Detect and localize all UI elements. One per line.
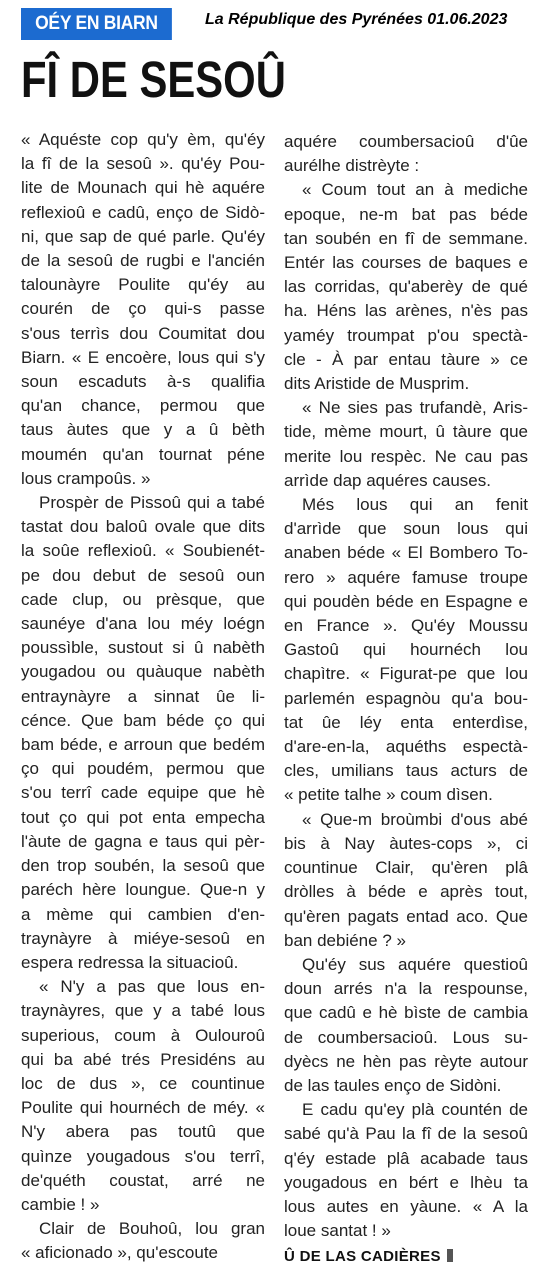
article-line: pe dou debut de sesoû oun xyxy=(21,565,265,585)
author-name: Û DE LAS CADIÈRES xyxy=(284,1248,441,1266)
article-line: loue santat ! » xyxy=(284,1221,391,1241)
article-line: reflexioû e cadû, enço de Sidò- xyxy=(21,202,265,222)
article-line: de las taules enço de Sidòni. xyxy=(284,1075,502,1095)
article-line: lous autes en yàune. « A la xyxy=(284,1196,528,1216)
article-line: traynàyres, que y a tabé lous xyxy=(21,1001,265,1021)
article-line: la soûe reflexioû. « Soubienét- xyxy=(21,541,265,561)
article-line: Poulite qui hournéch de méy. « xyxy=(21,1098,265,1118)
article-line: de la sesoû de rugbi e l'ancién xyxy=(21,251,265,271)
article-line: d'arrìde que soun lous qui xyxy=(284,519,528,539)
article-line: loc de dus », ce countinue xyxy=(21,1073,265,1093)
article-line: que cadû e hè bìste de cambia xyxy=(284,1003,528,1023)
article-paragraph xyxy=(284,493,528,808)
article-line: Biarn. « E encoère, lous qui s'y xyxy=(21,347,265,367)
article-line: ban debiéne ? » xyxy=(284,930,406,950)
article-paragraph xyxy=(21,491,265,975)
article-line: moumén qu'an tournat péne xyxy=(21,444,265,464)
article-line: de coumbersacioû. Lous su- xyxy=(284,1027,528,1047)
article-line: espera redressa la situacioû. xyxy=(21,952,239,972)
author-signature xyxy=(284,1245,528,1269)
article-line: dits Aristide de Musprim. xyxy=(284,374,470,394)
article-line: tat ûe léy enta enterdìse, xyxy=(284,712,528,732)
article-line: dròlles à béde e après tout, xyxy=(284,882,528,902)
article-line: « Que-m broùmbi d'ous abé xyxy=(302,809,528,829)
article-line: sabé qu'à Pau la fî de la sesoû xyxy=(284,1124,528,1144)
article-line: lite de Mounach qui hè aquére xyxy=(21,178,265,198)
article-paragraph xyxy=(21,128,265,491)
article-line: Gastoû qui hournéch lou xyxy=(284,640,528,660)
article-paragraph xyxy=(21,975,265,1217)
article-line: aurélhe distrèyte : xyxy=(284,156,420,176)
header-bar xyxy=(0,0,548,48)
article-paragraph xyxy=(284,808,528,953)
article-line: dyècs ne hèn pas rèyte autour xyxy=(284,1051,528,1071)
article-line: « petite talhe » coum dìsen. xyxy=(284,785,493,805)
article-paragraph xyxy=(284,1098,528,1243)
article-line: chapìtre. « Figurat-pe que lou xyxy=(284,664,528,684)
article-column-left xyxy=(21,128,265,1266)
article-line: cade clup, ou prèsque, que xyxy=(21,589,265,609)
article-line: parlemén espagnòu qu'a bou- xyxy=(284,688,528,708)
article-line: Clair de Bouhoû, lou gran xyxy=(39,1219,265,1239)
article-line: cles, umilians taus acturs de xyxy=(284,761,528,781)
article-line: l'àute de gagna e taus qui pèr- xyxy=(21,831,265,851)
article-line: qu'èren pagats entad aco. Que xyxy=(284,906,528,926)
article-line: la fî de la sesoû ». qu'éy Pou- xyxy=(21,154,265,174)
article-line: a mème qui cambien d'en- xyxy=(21,904,265,924)
end-mark-icon xyxy=(447,1249,453,1262)
rubric-label: OÉY EN BIARN xyxy=(21,8,172,40)
article-line: en France ». Qu'éy Moussu xyxy=(284,616,528,636)
article-line: de'quéth coustat, arré ne xyxy=(21,1170,265,1190)
article-line: Entér las courses de baques e xyxy=(284,253,528,273)
article-paragraph xyxy=(284,178,528,396)
article-line: bam béde, e arroun que bedém xyxy=(21,735,265,755)
article-line: « Coum tout an à mediche xyxy=(302,180,528,200)
article-line: cénce. Que bam béde ço qui xyxy=(21,710,265,730)
article-line: bis à Nay àutes-cops », ci xyxy=(284,833,528,853)
article-line: anaben béde « El Bombero To- xyxy=(284,543,528,563)
article-line: courén de ço qui-s passe xyxy=(21,299,265,319)
article-line: rero » aquére famuse troupe xyxy=(284,567,528,587)
article-line: superious, coum à Oulouroû xyxy=(21,1025,265,1045)
article-line: N'y abera pas toutû que xyxy=(21,1122,265,1142)
article-line: s'ous terrìs dou Coumitat dou xyxy=(21,323,265,343)
article-line: cambie ! » xyxy=(21,1194,100,1214)
article-line: entraynàyre a sinnat ûe li- xyxy=(21,686,265,706)
article-line: « aficionado », qu'escoute xyxy=(21,1243,219,1263)
article-paragraph xyxy=(284,396,528,493)
article-line: quìnze yougadous s'ou terrî, xyxy=(21,1146,265,1166)
article-line: « Aquéste cop qu'y èm, qu'éy xyxy=(21,130,265,149)
article-line: « Ne sies pas trufandè, Aris- xyxy=(302,398,528,418)
article-line: s'ou terrî cade equipe que hè xyxy=(21,783,265,803)
article-line: den trop soubén, la sesoû que xyxy=(21,856,265,876)
article-paragraph xyxy=(21,1217,265,1265)
article-line: tastat dou baloû ovale que dits xyxy=(21,517,265,537)
article-line: doun arrés n'a la respounse, xyxy=(284,979,528,999)
article-line: traynàyre à miéye-sesoû en xyxy=(21,928,265,948)
article-line: paréch hère loungue. Que-n y xyxy=(21,880,265,900)
article-line: Qu'éy sus aquére questioû xyxy=(302,954,528,974)
article-line: cle - À par entau tàure » ce xyxy=(284,349,528,369)
article-line: d'are-en-la, aquéths espectà- xyxy=(284,737,528,757)
article-line: arrìde dap aquéres causes. xyxy=(284,470,491,490)
article-line: tout ço qui pot enta empecha xyxy=(21,807,265,827)
article-paragraph xyxy=(284,953,528,1098)
article-paragraph xyxy=(284,130,528,178)
article-line: qui poudèn béde en Espagne e xyxy=(284,591,528,611)
article-line: las corridas, qu'aberèy de qué xyxy=(284,277,528,297)
article-line: saunéye d'ana lou méy loégn xyxy=(21,614,265,634)
article-line: merite lou respèc. Ne cau pas xyxy=(284,446,528,466)
article-line: taus àutes que y a û bèth xyxy=(21,420,265,440)
article-line: aquére coumbersacioû d'ûe xyxy=(284,132,528,151)
article-line: soun escaduts à-s qualifia xyxy=(21,372,265,392)
article-line: qu'an chance, permou que xyxy=(21,396,265,416)
article-line: Prospèr de Pissoû qui a tabé xyxy=(39,493,265,513)
source-credit: La République des Pyrénées 01.06.2023 xyxy=(205,11,508,28)
article-line: tan soubén en fî de semmane. xyxy=(284,228,528,248)
article-line: yougadou ou quàuque nabèth xyxy=(21,662,265,682)
article-line: tide, mème mourt, û tàure que xyxy=(284,422,528,442)
article-line: countinue Clair, qu'èren plâ xyxy=(284,858,528,878)
article-line: epoque, ne-m bat pas béde xyxy=(284,204,528,224)
article-column-right xyxy=(284,130,528,1270)
article-line: ço qui poudém, permou que xyxy=(21,759,265,779)
article-line: yaméy troumpat p'ou spectà- xyxy=(284,325,528,345)
article-title: FÎ DE SESOÛ xyxy=(21,51,286,108)
article-line: Més lous qui an fenit xyxy=(302,495,528,515)
article-line: E cadu qu'ey plà countén de xyxy=(302,1100,528,1120)
article-line: lous crampoûs. » xyxy=(21,468,151,488)
article-line: poussìble, sustout si û nabèth xyxy=(21,638,265,658)
article-line: talounàyre Poulite qu'éy au xyxy=(21,275,265,295)
article-line: « N'y a pas que lous en- xyxy=(39,977,265,997)
article-line: ni, que sap de qué parle. Qu'éy xyxy=(21,226,265,246)
article-line: yougadous en bért e lhèu ta xyxy=(284,1172,528,1192)
article-line: q'éy estade plâ acabade taus xyxy=(284,1148,528,1168)
article-line: ha. Héns las arènes, n'ès pas xyxy=(284,301,528,321)
article-line: qui ba abé trés Presidéns au xyxy=(21,1049,265,1069)
